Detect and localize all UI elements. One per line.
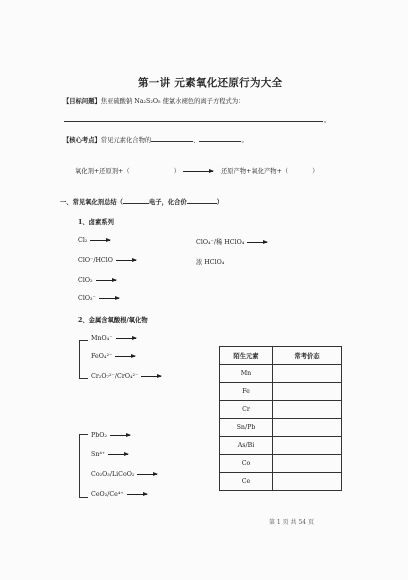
metal-item bbox=[91, 353, 135, 360]
metal-item bbox=[91, 491, 147, 498]
table-cell-empty[interactable] bbox=[273, 365, 342, 383]
halogen-species: ClO₃⁻ bbox=[78, 295, 96, 302]
page-title: 第一讲 元素氧化还原行为大全 bbox=[138, 77, 283, 89]
goal-answer-line bbox=[64, 121, 323, 122]
arrow-icon bbox=[110, 435, 130, 436]
subsection-metal-oxo: 2、金属含氧酸根/氧化物 bbox=[78, 317, 148, 324]
metal-item bbox=[91, 451, 128, 458]
table-header-row bbox=[220, 347, 342, 365]
core-line bbox=[63, 135, 248, 144]
core-end: 。 bbox=[241, 137, 248, 144]
halogen-item bbox=[78, 277, 116, 284]
arrow-icon bbox=[141, 376, 161, 377]
group-bracket bbox=[79, 434, 88, 498]
table-row bbox=[220, 401, 342, 419]
halogen-item bbox=[78, 295, 119, 302]
goal-line bbox=[63, 96, 244, 105]
halogen-species: ClO₄⁻/稀 HClO₄ bbox=[196, 239, 245, 246]
table-cell-empty[interactable] bbox=[273, 455, 342, 473]
metal-species: Cr₂O₇²⁻/CrO₄²⁻ bbox=[91, 373, 139, 380]
table-header: 陌生元素 bbox=[220, 347, 273, 365]
table-cell: Fe bbox=[220, 383, 273, 401]
arrow-icon bbox=[116, 260, 136, 261]
halogen-species: Cl₂ bbox=[78, 237, 88, 244]
arrow-icon bbox=[99, 298, 119, 299]
arrow-icon bbox=[115, 356, 135, 357]
table-cell: As/Bi bbox=[220, 437, 273, 455]
core-blank-2 bbox=[199, 135, 241, 142]
table-cell-empty[interactable] bbox=[273, 473, 342, 491]
metal-species: CeO₂/Ce⁴⁺ bbox=[91, 491, 124, 498]
core-tag: 【核心考点】 bbox=[63, 137, 101, 144]
equation-right-close: ） bbox=[312, 168, 319, 175]
arrow-icon bbox=[90, 240, 110, 241]
table-cell-empty[interactable] bbox=[273, 419, 342, 437]
goal-tag: 【目标问题】 bbox=[63, 98, 101, 105]
core-text: 常见元素化合物的 bbox=[100, 137, 152, 144]
equation-right: 还原产物+氧化产物+（ bbox=[220, 168, 289, 175]
table-cell: Co bbox=[220, 455, 273, 473]
goal-end: 。 bbox=[324, 117, 331, 124]
subsection-halogen: 1、卤素系列 bbox=[78, 219, 114, 226]
arrow-icon bbox=[96, 280, 116, 281]
halogen-item bbox=[78, 257, 136, 264]
oxidation-state-table bbox=[219, 346, 342, 491]
page-footer: 第 1 页 共 54 页 bbox=[269, 519, 314, 526]
table-header: 常考价态 bbox=[273, 347, 342, 365]
halogen-species: 浓 HClO₄ bbox=[196, 259, 225, 266]
arrow-icon bbox=[137, 474, 157, 475]
table-cell: Cr bbox=[220, 401, 273, 419]
metal-item bbox=[91, 335, 136, 342]
metal-species: Co₂O₃/LiCoO₂ bbox=[91, 471, 135, 478]
table-row bbox=[220, 365, 342, 383]
table-cell: Sn/Pb bbox=[220, 419, 273, 437]
section-heading bbox=[60, 197, 223, 206]
equation-close: ） bbox=[173, 168, 180, 175]
halogen-species: ClO⁻/HClO bbox=[78, 257, 113, 264]
group-bracket bbox=[79, 340, 88, 379]
halogen-item bbox=[196, 237, 267, 246]
halogen-item bbox=[78, 237, 110, 244]
halogen-species: ClO₂ bbox=[78, 277, 93, 284]
section-electron: 电子，化合价 bbox=[148, 199, 187, 206]
table-row bbox=[220, 437, 342, 455]
table-row bbox=[220, 419, 342, 437]
core-blank-1 bbox=[151, 135, 193, 142]
arrow-icon bbox=[247, 242, 267, 243]
arrow-icon bbox=[108, 454, 128, 455]
arrow-icon bbox=[116, 338, 136, 339]
arrow-icon bbox=[127, 494, 147, 495]
redox-equation bbox=[75, 166, 318, 175]
metal-item bbox=[91, 432, 130, 439]
table-cell: Mn bbox=[220, 365, 273, 383]
metal-item bbox=[91, 471, 157, 478]
metal-species: FeO₄²⁻ bbox=[91, 353, 113, 360]
table-row bbox=[220, 383, 342, 401]
section-blank-2 bbox=[187, 197, 217, 204]
section-heading-prefix: 一、常见氧化剂总结 bbox=[60, 199, 117, 206]
equation-left: 氧化剂+还原剂+（ bbox=[75, 168, 130, 175]
halogen-item bbox=[196, 257, 224, 266]
metal-species: Sn⁴⁺ bbox=[91, 451, 106, 458]
goal-text: 焦亚硫酸钠 Na₂S₂O₅ 使氯水褪色的离子方程式为： bbox=[100, 98, 245, 105]
core-sep: 、 bbox=[193, 137, 200, 144]
arrow-icon bbox=[183, 171, 213, 172]
metal-species: PbO₂ bbox=[91, 432, 107, 439]
metal-species: MnO₄⁻ bbox=[91, 335, 113, 342]
paren-open: （ bbox=[116, 199, 123, 206]
table-cell-empty[interactable] bbox=[273, 437, 342, 455]
table-cell: Ce bbox=[220, 473, 273, 491]
table-row bbox=[220, 473, 342, 491]
table-row bbox=[220, 455, 342, 473]
section-blank-1 bbox=[123, 197, 149, 204]
table-cell-empty[interactable] bbox=[273, 383, 342, 401]
metal-item bbox=[91, 373, 161, 380]
paren-close: ） bbox=[216, 199, 224, 206]
table-cell-empty[interactable] bbox=[273, 401, 342, 419]
